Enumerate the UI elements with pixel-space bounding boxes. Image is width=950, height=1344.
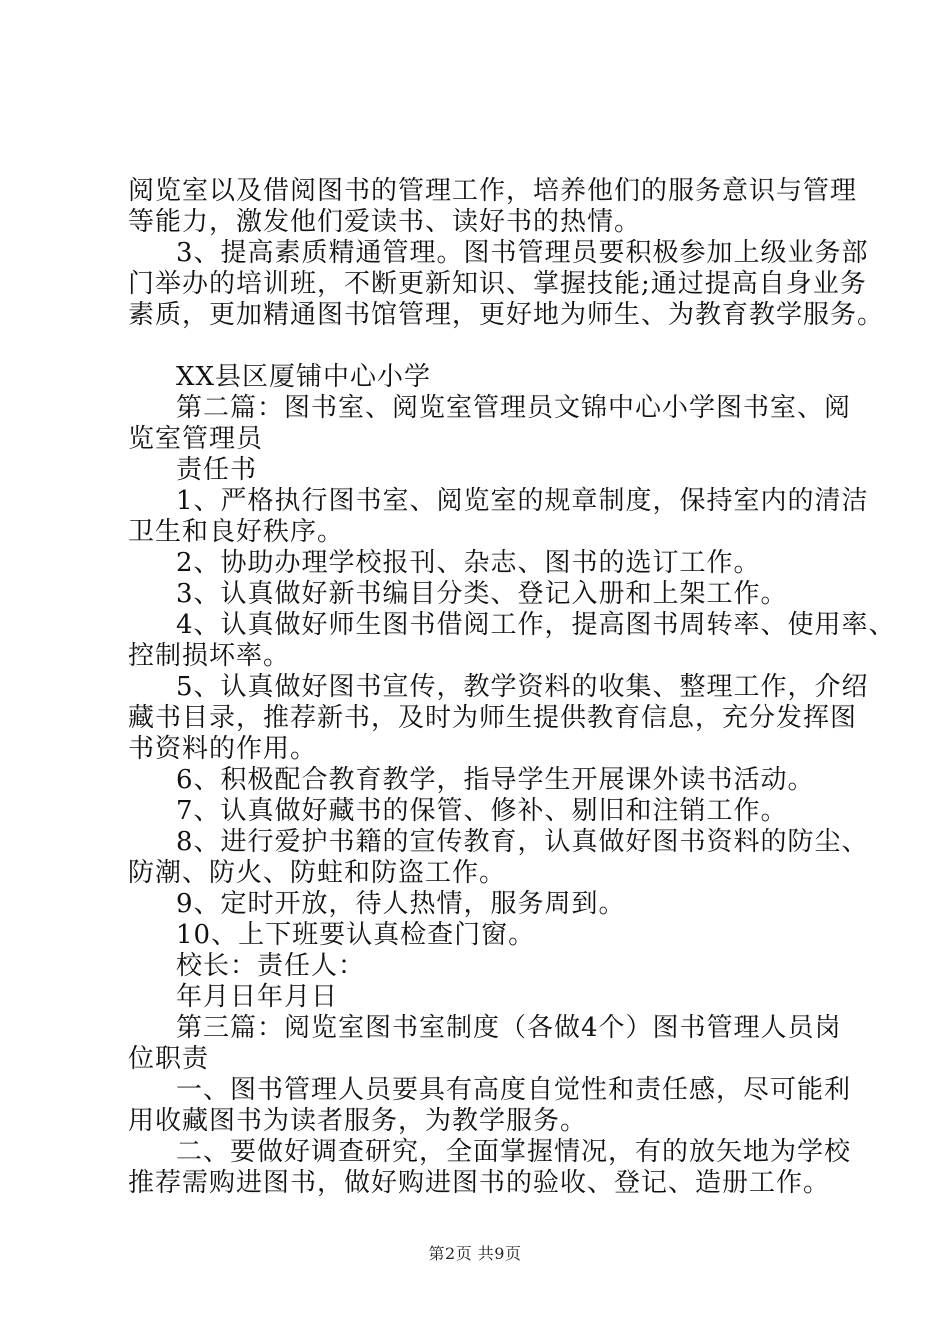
text-line: 3、认真做好新书编目分类、登记入册和上架工作。 <box>176 579 788 609</box>
text-line: 一、图书管理人员要具有高度自觉性和责任感，尽可能利 <box>176 1075 852 1105</box>
text-line: 2、协助办理学校报刊、杂志、图书的选订工作。 <box>176 548 761 578</box>
text-line: 推荐需购进图书，做好购进图书的验收、登记、造册工作。 <box>128 1168 831 1198</box>
text-line: 责任书 <box>176 455 258 485</box>
text-line: 8、进行爱护书籍的宣传教育，认真做好图书资料的防尘、 <box>176 827 869 857</box>
text-line: 等能力，激发他们爱读书、读好书的热情。 <box>128 207 642 237</box>
text-line: 10、上下班要认真检查门窗。 <box>176 920 536 950</box>
text-line: 9、定时开放，待人热情，服务周到。 <box>176 889 626 919</box>
text-line: 书资料的作用。 <box>128 734 318 764</box>
text-line: 第三篇：阅览室图书室制度（各做4个）图书管理人员岗 <box>176 1013 842 1043</box>
text-line: 览室管理员 <box>128 424 264 454</box>
text-line: 5、认真做好图书宣传，教学资料的收集、整理工作，介绍 <box>176 672 869 702</box>
text-line: 门举办的培训班，不断更新知识、掌握技能;通过提高自身业务 <box>128 269 867 299</box>
text-line: 4、认真做好师生图书借阅工作，提高图书周转率、使用率、 <box>176 610 896 640</box>
text-line: 用收藏图书为读者服务，为教学服务。 <box>128 1106 588 1136</box>
text-line: 6、积极配合教育教学，指导学生开展课外读书活动。 <box>176 765 815 795</box>
text-line: 位职责 <box>128 1044 210 1074</box>
text-line: 卫生和良好秩序。 <box>128 517 345 547</box>
text-line: XX县区厦铺中心小学 <box>176 362 432 392</box>
text-line: 1、严格执行图书室、阅览室的规章制度，保持室内的清洁 <box>176 486 869 516</box>
text-line: 第二篇：图书室、阅览室管理员文锦中心小学图书室、阅 <box>176 393 852 423</box>
text-line: 校长：责任人： <box>176 951 366 981</box>
text-line: 7、认真做好藏书的保管、修补、剔旧和注销工作。 <box>176 796 788 826</box>
text-line: 控制损坏率。 <box>128 641 291 671</box>
text-line: 阅览室以及借阅图书的管理工作，培养他们的服务意识与管理 <box>128 176 858 206</box>
text-line: 藏书目录，推荐新书，及时为师生提供教育信息，充分发挥图 <box>128 703 858 733</box>
text-line: 3、提高素质精通管理。图书管理员要积极参加上级业务部 <box>176 238 869 268</box>
page-number-footer: 第2页 共9页 <box>428 1244 522 1263</box>
text-line: 素质，更加精通图书馆管理，更好地为师生、为教育教学服务。 <box>128 300 885 330</box>
text-line: 二、要做好调查研究，全面掌握情况，有的放矢地为学校 <box>176 1137 852 1167</box>
text-line: 防潮、防火、防蛀和防盗工作。 <box>128 858 507 888</box>
text-line: 年月日年月日 <box>176 982 339 1012</box>
